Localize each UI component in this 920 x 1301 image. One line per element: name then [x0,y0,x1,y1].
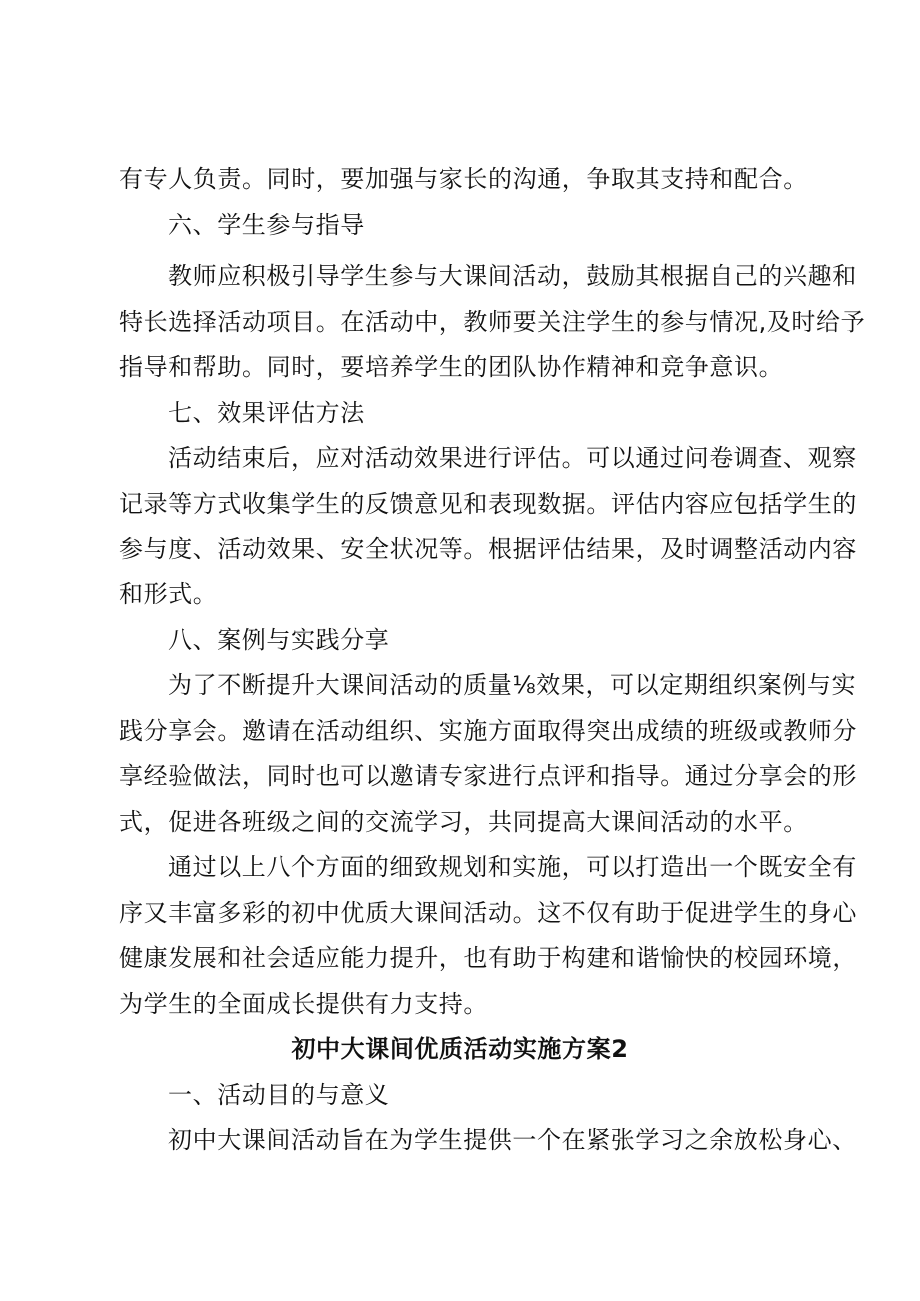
paragraph-line: 初中大课间活动旨在为学生提供一个在紧张学习之余放松身心、 [168,1126,857,1154]
paragraph-line: 践分享会。邀请在活动组织、实施方面取得突出成绩的班级或教师分 [119,717,857,745]
paragraph-line: 记录等方式收集学生的反馈意见和表现数据。评估内容应包括学生的 [119,490,857,518]
paragraph-line: 享经验做法，同时也可以邀请专家进行点评和指导。通过分享会的形 [119,762,857,790]
paragraph-line: 为学生的全面成长提供有力支持。 [119,990,488,1018]
paragraph-line: 式，促进各班级之间的交流学习，共同提高大课间活动的水平。 [119,808,808,836]
paragraph-line: 和形式。 [119,580,218,608]
paragraph-line: 特长选择活动项目。在活动中，教师要关注学生的参与情况,及时给予 [119,308,866,336]
paragraph-line: 通过以上八个方面的细致规划和实施，可以打造出一个既安全有 [168,853,857,881]
document-title: 初中大课间优质活动实施方案2 [291,1035,629,1063]
paragraph-line: 为了不断提升大课间活动的质量⅛效果，可以定期组织案例与实 [168,671,857,699]
paragraph-line: 有专人负责。同时，要加强与家长的沟通，争取其支持和配合。 [119,165,808,193]
paragraph-line: 健康发展和社会适应能力提升，也有助于构建和谐愉快的校园环境， [119,944,857,972]
paragraph-line: 活动结束后，应对活动效果进行评估。可以通过问卷调查、观察 [168,444,857,472]
section-heading-6: 六、学生参与指导 [168,211,365,239]
paragraph-line: 教师应积极引导学生参与大课间活动，鼓励其根据自己的兴趣和 [168,262,857,290]
section-heading-1: 一、活动目的与意义 [168,1081,390,1109]
paragraph-line: 序又丰富多彩的初中优质大课间活动。这不仅有助于促进学生的身心 [119,899,857,927]
paragraph-line: 参与度、活动效果、安全状况等。根据评估结果，及时调整活动内容 [119,535,857,563]
section-heading-8: 八、案例与实践分享 [168,626,390,654]
paragraph-line: 指导和帮助。同时，要培养学生的团队协作精神和竞争意识。 [119,353,784,381]
section-heading-7: 七、效果评估方法 [168,399,365,427]
